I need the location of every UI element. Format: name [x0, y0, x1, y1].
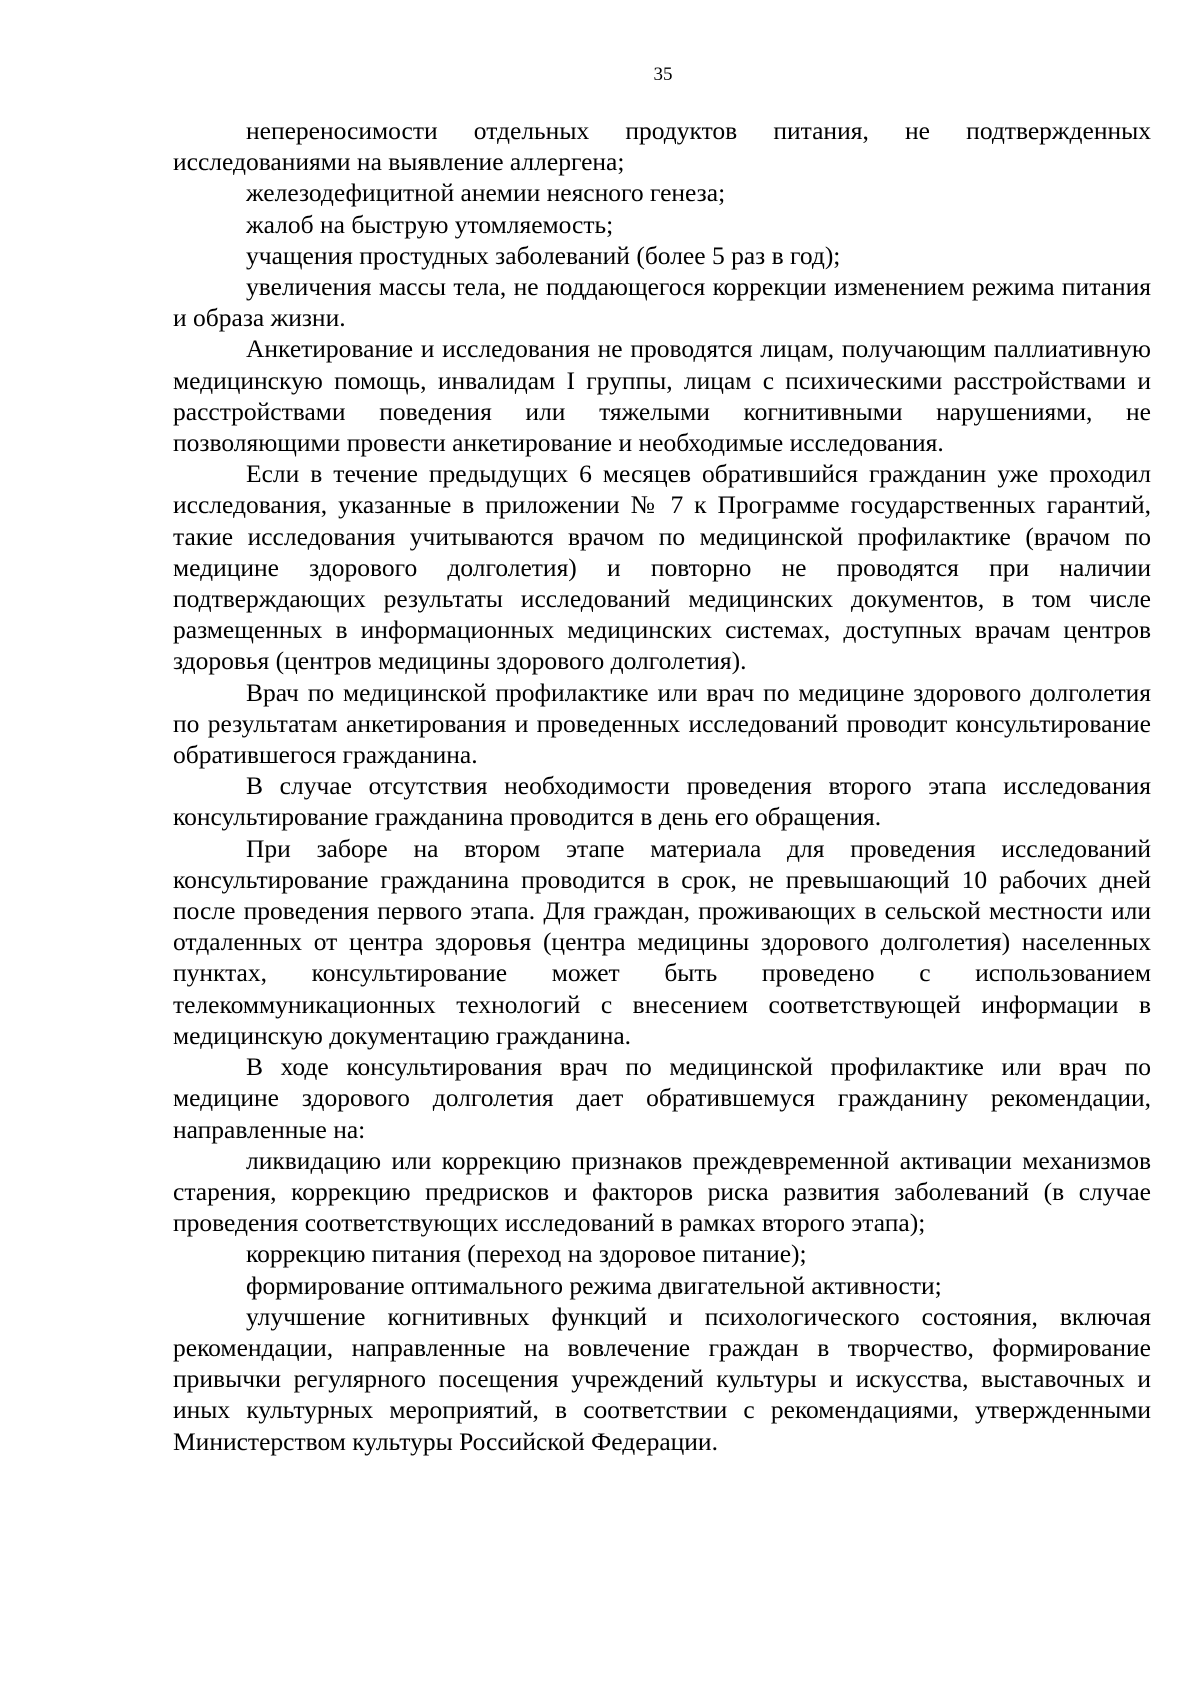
document-body — [173, 115, 1151, 1457]
paragraph-anemia: железодефицитной анемии неясного генеза; — [246, 178, 726, 208]
paragraph-exclusions: Анкетирование и исследования не проводятся лицам, получающим паллиативную медицинскую помощь, инвалидам I группы, лицам с психическими расстройствами и расстройствами поведения или тяжелыми когнитивными нарушениями, не позволяющими провести анкетирование и необходимые исследования. — [173, 334, 1151, 458]
paragraph-second-stage-timing: При заборе на втором этапе материала для проведения исследований консультирование гражданина проводится в срок, не превышающий 10 рабочих дней после проведения первого этапа. Для граждан, проживающих в сельской местности или отдаленных от центра здоровья (центра медицины здорового долголетия) населенных пунктах, консультирование может быть проведено с использованием телекоммуникационных технологий с внесением соответствующей информации в медицинскую документацию гражданина. — [173, 833, 1151, 1050]
paragraph-physical-activity: формирование оптимального режима двигательной активности; — [246, 1270, 942, 1300]
paragraph-colds: учащения простудных заболеваний (более 5 раз в год); — [246, 240, 841, 270]
paragraph-nutrition: коррекцию питания (переход на здоровое питание); — [246, 1239, 807, 1269]
paragraph-fatigue: жалоб на быструю утомляемость; — [246, 209, 614, 239]
paragraph-consultation: Врач по медицинской профилактике или врач по медицине здорового долголетия по результатам анкетирования и проведенных исследований проводит консультирование обратившегося гражданина. — [173, 677, 1151, 770]
paragraph-no-second-stage: В случае отсутствия необходимости проведения второго этапа исследования консультирование гражданина проводится в день его обращения. — [173, 771, 1151, 832]
paragraph-prior-tests: Если в течение предыдущих 6 месяцев обратившийся гражданин уже проходил исследования, указанные в приложении № 7 к Программе государственных гарантий, такие исследования учитываются врачом по медицинской профилактике (врачом по медицине здорового долголетия) и повторно не проводятся при наличии подтверждающих результаты исследований медицинских документов, в том числе размещенных в информационных медицинских системах, доступных врачам центров здоровья (центров медицины здорового долголетия). — [173, 459, 1151, 676]
paragraph-body-mass: увеличения массы тела, не поддающегося коррекции изменением режима питания и образа жизни. — [173, 272, 1151, 333]
page-number: 35 — [653, 64, 673, 85]
paragraph-aging-correction: ликвидацию или коррекцию признаков преждевременной активации механизмов старения, коррекцию предрисков и факторов риска развития заболеваний (в случае проведения соответствующих исследований в рамках второго этапа); — [173, 1145, 1151, 1238]
paragraph-recommendations-intro: В ходе консультирования врач по медицинской профилактике или врач по медицине здорового долголетия дает обратившемуся гражданину рекомендации, направленные на: — [173, 1052, 1151, 1144]
paragraph-food-intolerance: непереносимости отдельных продуктов питания, не подтвержденных исследованиями на выявление аллергена; — [173, 116, 1151, 177]
paragraph-cognitive-functions: улучшение когнитивных функций и психологического состояния, включая рекомендации, направленные на вовлечение граждан в творчество, формирование привычки регулярного посещения учреждений культуры и искусства, выставочных и иных культурных мероприятий, в соответствии с рекомендациями, утвержденными Министерством культуры Российской Федерации. — [173, 1301, 1151, 1456]
